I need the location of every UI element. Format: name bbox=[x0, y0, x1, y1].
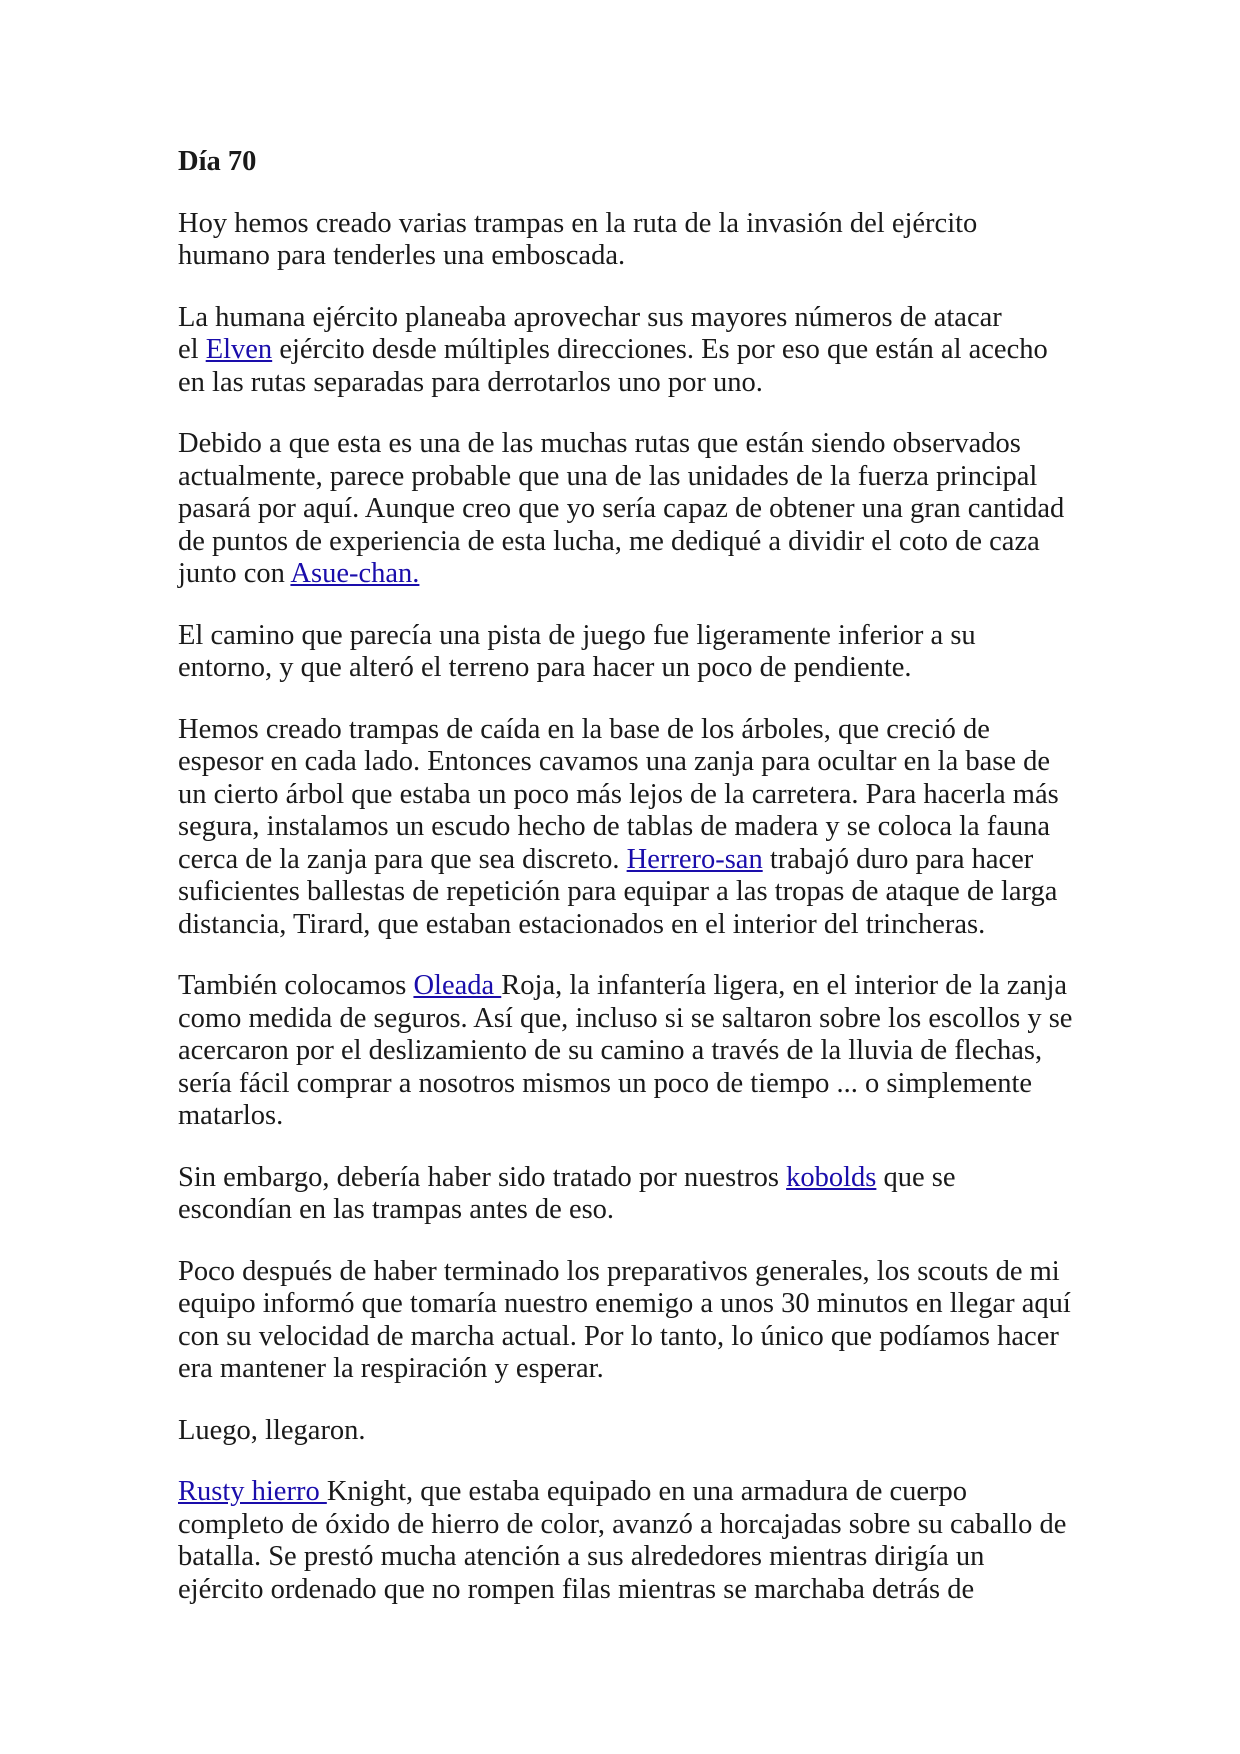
paragraph-text: espesor en cada lado. Entonces cavamos una zanja para ocultar en la base de bbox=[178, 746, 1051, 777]
paragraph-text: como medida de seguros. Así que, incluso si se saltaron sobre los escollos y se bbox=[178, 1002, 1073, 1034]
inline-link[interactable]: kobolds bbox=[786, 1161, 877, 1193]
paragraph bbox=[178, 428, 1078, 591]
paragraph bbox=[178, 302, 1078, 400]
paragraph bbox=[178, 714, 1078, 942]
paragraph-text: con su velocidad de marcha actual. Por lo tanto, lo único que podíamos hacer bbox=[178, 1320, 1059, 1352]
paragraph-text: sería fácil comprar a nosotros mismos un poco de tiempo ... o simplemente bbox=[178, 1067, 1033, 1099]
paragraph-text: Debido a que esta es una de las muchas rutas que están siendo observados bbox=[178, 428, 1021, 459]
paragraph-text: que se bbox=[876, 1161, 956, 1193]
paragraph-text: distancia, Tirard, que estaban estacionados en el interior del trincheras. bbox=[178, 908, 986, 940]
paragraph bbox=[178, 970, 1078, 1133]
paragraph-text: escondían en las trampas antes de eso. bbox=[178, 1194, 615, 1225]
paragraph-text: actualmente, parece probable que una de las unidades de la fuerza principal bbox=[178, 460, 1038, 492]
paragraph-text: También colocamos bbox=[178, 970, 414, 1001]
paragraph-text: pasará por aquí. Aunque creo que yo sería capaz de obtener una gran cantidad bbox=[178, 493, 1065, 524]
paragraph bbox=[178, 1162, 1078, 1227]
paragraph-text: ejército ordenado que no rompen filas mientras se marchaba detrás de bbox=[178, 1573, 975, 1605]
paragraph-text: un cierto árbol que estaba un poco más lejos de la carretera. Para hacerla más bbox=[178, 778, 1059, 810]
paragraph-text: Roja, la infantería ligera, en el interior de la zanja bbox=[501, 970, 1068, 1001]
paragraph-text: La humana ejército planeaba aprovechar sus mayores números de atacar bbox=[178, 301, 1002, 333]
paragraph-text: Luego, llegaron. bbox=[178, 1414, 366, 1446]
paragraph bbox=[178, 208, 1078, 273]
paragraph-text: matarlos. bbox=[178, 1100, 284, 1131]
paragraph-text: entorno, y que alteró el terreno para hacer un poco de pendiente. bbox=[178, 652, 912, 683]
paragraph-text: Poco después de haber terminado los preparativos generales, los scouts de mi bbox=[178, 1255, 1060, 1287]
document-page bbox=[178, 146, 1078, 1635]
inline-link[interactable]: Elven bbox=[205, 334, 273, 365]
paragraph bbox=[178, 1476, 1078, 1606]
inline-link[interactable]: Rusty hierro bbox=[178, 1476, 327, 1507]
inline-link[interactable]: Herrero-san bbox=[626, 843, 763, 875]
paragraph-text: Knight, que estaba equipado en una armadura de cuerpo bbox=[326, 1476, 968, 1507]
paragraph-text: humano para tenderles una emboscada. bbox=[178, 240, 626, 271]
paragraph-text: El camino que parecía una pista de juego fue ligeramente inferior a su bbox=[178, 619, 976, 651]
paragraph bbox=[178, 620, 1078, 685]
chapter-title: Día 70 bbox=[178, 146, 257, 177]
paragraph bbox=[178, 1415, 1078, 1448]
paragraph-text: el bbox=[178, 334, 206, 365]
paragraph-text: suficientes ballestas de repetición para equipar a las tropas de ataque de larga bbox=[178, 876, 1058, 907]
paragraph-text: equipo informó que tomaría nuestro enemigo a unos 30 minutos en llegar aquí bbox=[178, 1288, 1071, 1319]
paragraph bbox=[178, 1256, 1078, 1386]
paragraph-text: Hemos creado trampas de caída en la base de los árboles, que creció de bbox=[178, 713, 990, 745]
paragraph-text: Hoy hemos creado varias trampas en la ruta de la invasión del ejército bbox=[178, 207, 978, 239]
paragraph-text: trabajó duro para hacer bbox=[762, 843, 1034, 875]
inline-link[interactable]: Oleada bbox=[413, 970, 502, 1001]
paragraph-text: completo de óxido de hierro de color, avanzó a horcajadas sobre su caballo de bbox=[178, 1508, 1067, 1540]
paragraph-text: segura, instalamos un escudo hecho de tablas de madera y se coloca la fauna bbox=[178, 811, 1051, 842]
document-body bbox=[178, 208, 1078, 1607]
inline-link[interactable]: Asue-chan. bbox=[290, 558, 420, 589]
paragraph-text: en las rutas separadas para derrotarlos uno por uno. bbox=[178, 366, 763, 398]
paragraph-text: acercaron por el deslizamiento de su camino a través de la lluvia de flechas, bbox=[178, 1035, 1043, 1066]
paragraph-text: era mantener la respiración y esperar. bbox=[178, 1353, 604, 1384]
paragraph-text: ejército desde múltiples direcciones. Es por eso que están al acecho bbox=[272, 334, 1048, 365]
paragraph-text: batalla. Se prestó mucha atención a sus alrededores mientras dirigía un bbox=[178, 1541, 985, 1572]
paragraph-text: de puntos de experiencia de esta lucha, me dediqué a dividir el coto de caza bbox=[178, 525, 1040, 557]
paragraph-text: junto con bbox=[178, 558, 291, 589]
paragraph-text: cerca de la zanja para que sea discreto. bbox=[178, 843, 627, 875]
paragraph-text: Sin embargo, debería haber sido tratado por nuestros bbox=[178, 1161, 787, 1193]
